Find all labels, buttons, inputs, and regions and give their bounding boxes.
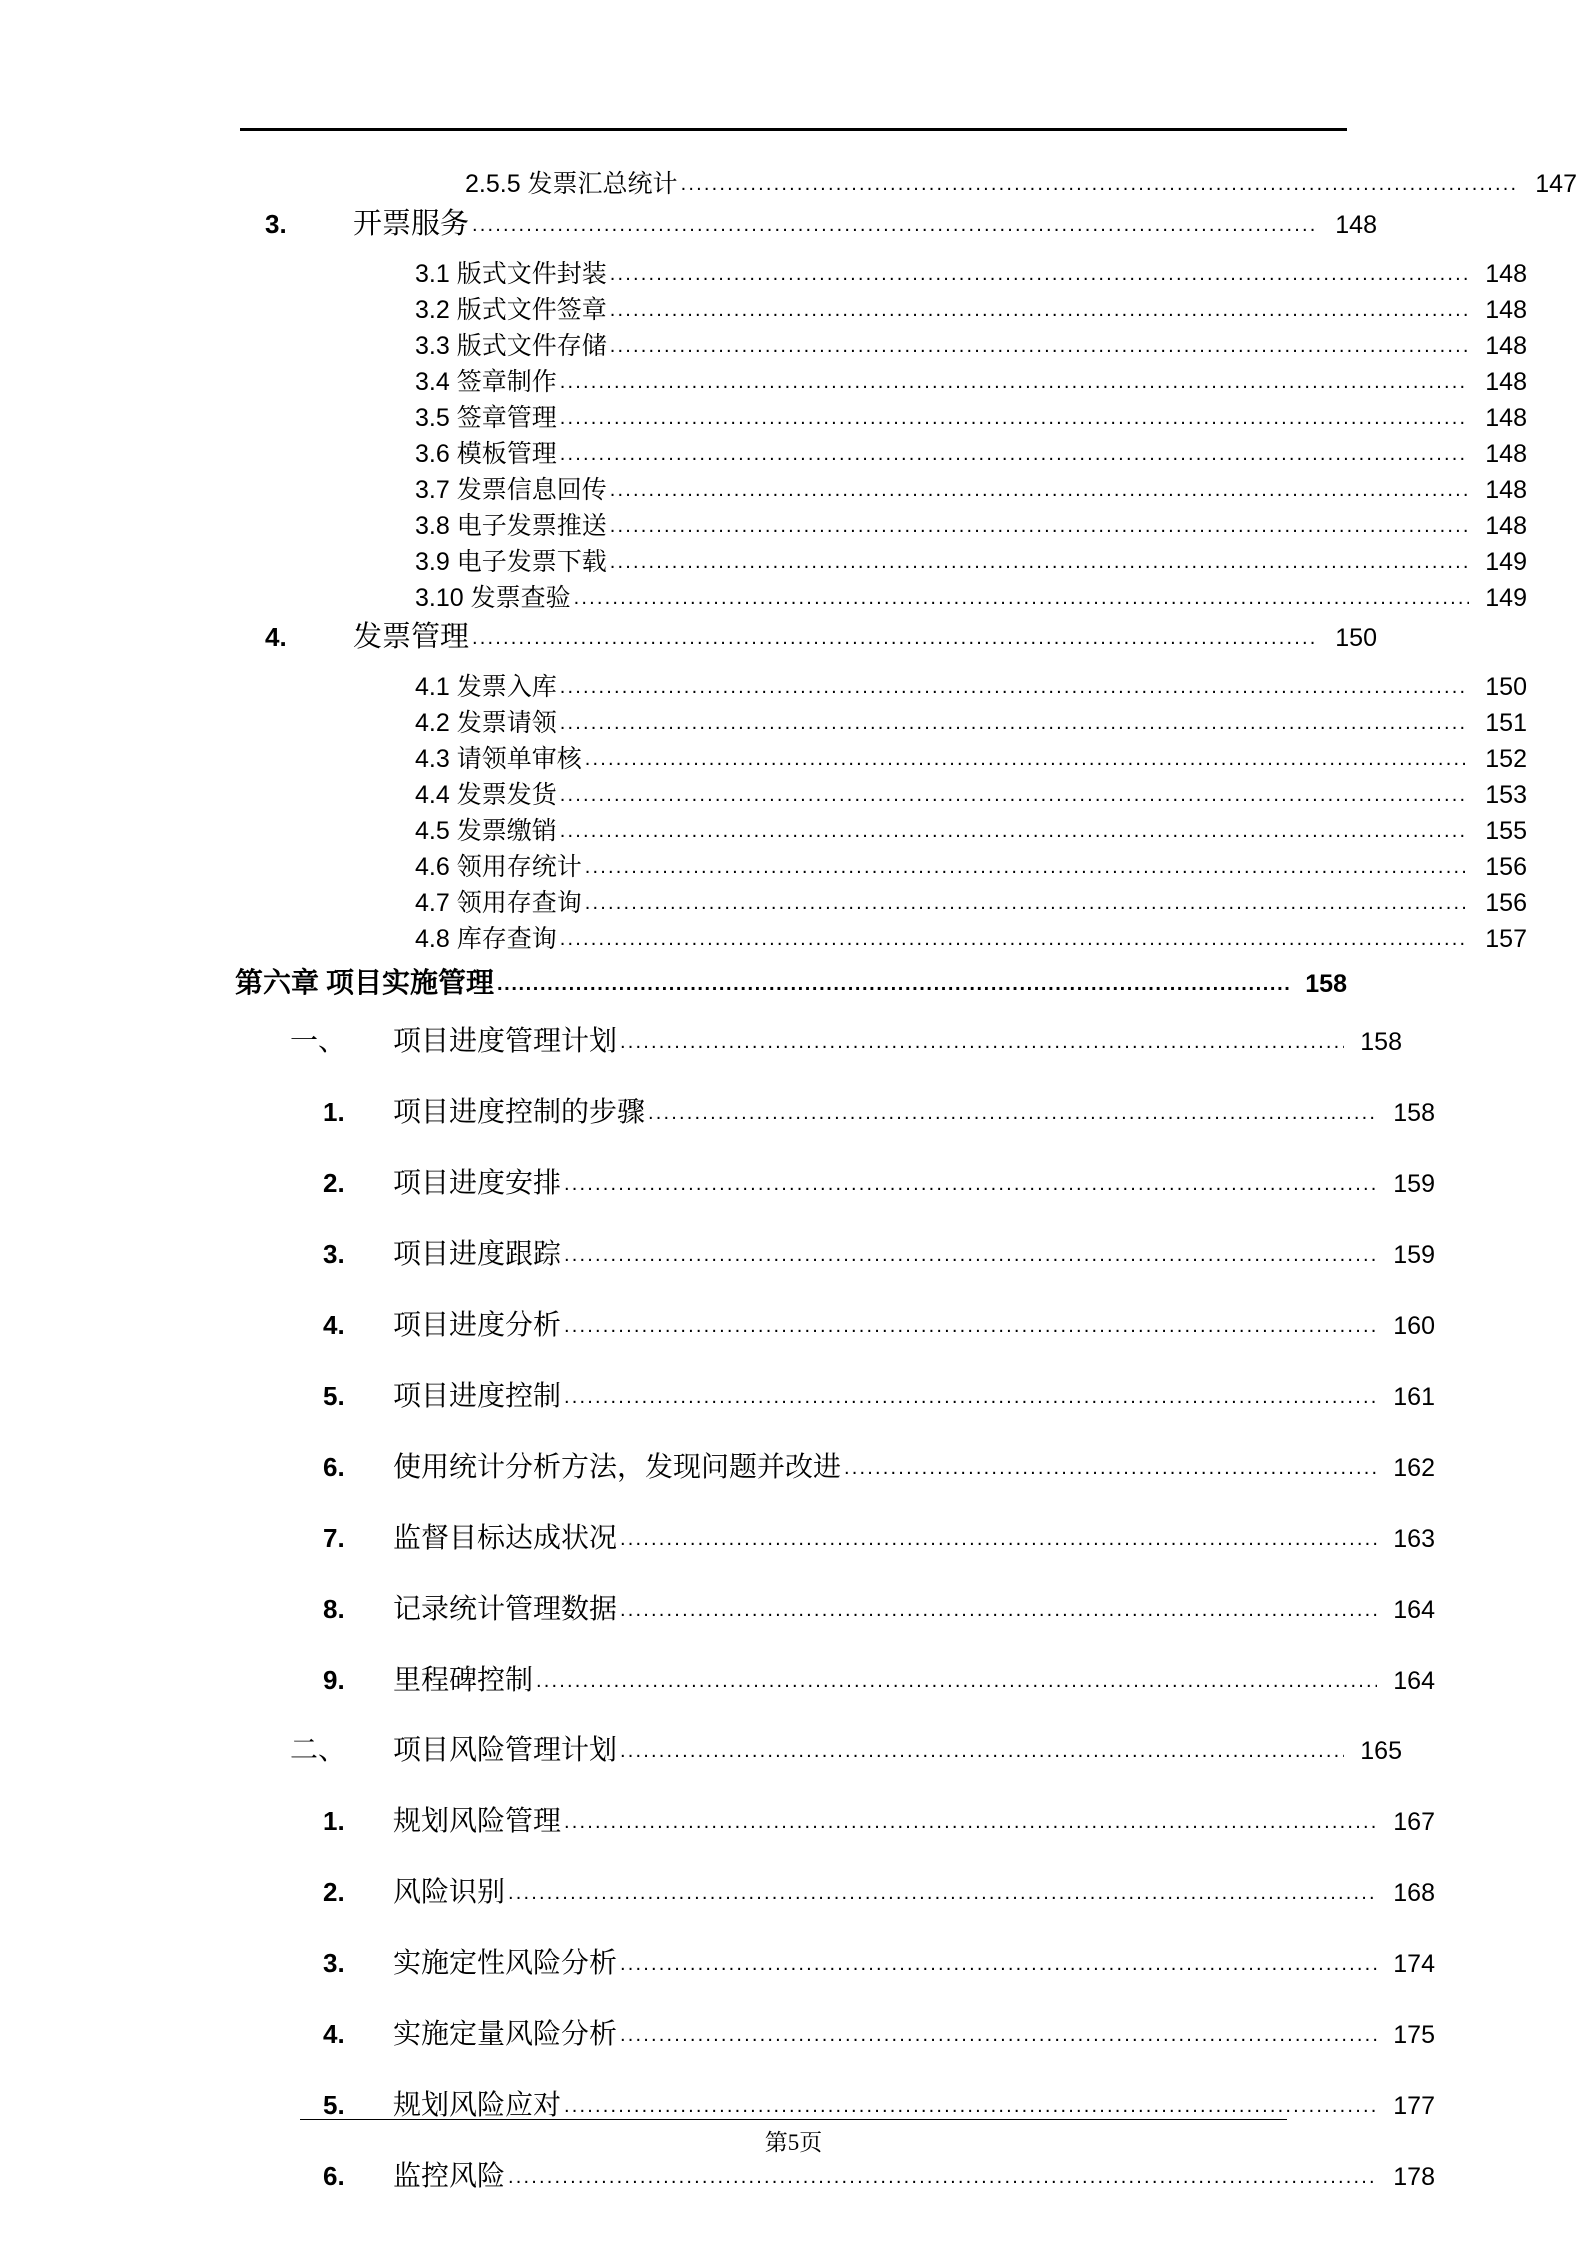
toc-leader-dots <box>536 1671 1377 1691</box>
toc-entry[interactable] <box>235 616 1377 659</box>
toc-entry-page-number: 153 <box>1485 781 1527 809</box>
toc-entry-page-number: 168 <box>1393 1879 1435 1907</box>
toc-entry[interactable] <box>235 203 1377 246</box>
toc-entry-label: 3.10 发票查验 <box>415 584 571 612</box>
toc-entry-number: 4. <box>323 1310 345 1340</box>
toc-entry-label: 4.6 领用存统计 <box>415 853 582 881</box>
toc-entry-number: 8. <box>323 1594 345 1624</box>
toc-entry[interactable] <box>235 1077 1435 1148</box>
toc-leader-dots <box>472 215 1319 235</box>
toc-entry-label: 风险识别 <box>393 1877 506 1908</box>
toc-entry-page-number: 174 <box>1393 1950 1435 1978</box>
toc-entry[interactable] <box>235 1219 1435 1290</box>
toc-leader-dots <box>560 821 1469 841</box>
toc-entry-page-number: 149 <box>1485 584 1527 612</box>
toc-entry-label: 记录统计管理数据 <box>393 1594 618 1625</box>
toc-entry-page-number: 175 <box>1393 2021 1435 2049</box>
toc-entry-label: 监督目标达成状况 <box>393 1523 618 1554</box>
toc-entry-label: 3.1 版式文件封装 <box>415 260 607 288</box>
toc-entry-page-number: 158 <box>1360 1028 1402 1056</box>
toc-entry-page-number: 148 <box>1485 440 1527 468</box>
toc-entry[interactable] <box>235 849 1527 885</box>
toc-entry-label: 3.4 签章制作 <box>415 368 557 396</box>
toc-entry[interactable] <box>235 328 1527 364</box>
toc-entry[interactable] <box>235 1007 1402 1077</box>
toc-entry-page-number: 165 <box>1360 1737 1402 1765</box>
toc-entry-label: 规划风险应对 <box>393 2090 562 2121</box>
toc-entry-number: 4. <box>323 2019 345 2049</box>
toc-leader-dots <box>564 1812 1377 1832</box>
toc-leader-dots <box>564 1174 1377 1194</box>
footer-page-number: 第5页 <box>764 2130 823 2155</box>
toc-entry[interactable] <box>235 1432 1435 1503</box>
toc-leader-dots <box>681 174 1519 194</box>
toc-entry[interactable] <box>235 364 1527 400</box>
toc-entry-label: 4.2 发票请领 <box>415 709 557 737</box>
toc-entry-label: 实施定性风险分析 <box>393 1948 618 1979</box>
toc-entry-page-number: 156 <box>1485 889 1527 917</box>
toc-entry-number: 一、 <box>290 1026 347 1057</box>
toc-leader-dots <box>620 1529 1377 1549</box>
toc-entry-label: 4.5 发票缴销 <box>415 817 557 845</box>
toc-leader-dots <box>585 857 1469 877</box>
toc-entry[interactable] <box>235 1716 1402 1786</box>
toc-entry-page-number: 151 <box>1485 709 1527 737</box>
toc-entry[interactable] <box>235 472 1527 508</box>
toc-entry[interactable] <box>235 813 1527 849</box>
toc-entry-number: 二、 <box>290 1735 347 1766</box>
toc-entry[interactable] <box>235 705 1527 741</box>
toc-entry-page-number: 149 <box>1485 548 1527 576</box>
toc-entry[interactable] <box>235 256 1527 292</box>
spacer <box>235 246 1347 256</box>
toc-leader-dots <box>560 444 1469 464</box>
toc-leader-dots <box>560 785 1469 805</box>
toc-leader-dots <box>564 1316 1377 1336</box>
toc-entry[interactable] <box>235 1148 1435 1219</box>
toc-leader-dots <box>560 929 1469 949</box>
toc-entry-label: 2.5.5 发票汇总统计 <box>465 170 678 198</box>
toc-entry-number: 9. <box>323 1665 345 1695</box>
toc-entry-number: 1. <box>323 1097 345 1127</box>
toc-entry-label: 项目风险管理计划 <box>393 1735 618 1766</box>
toc-leader-dots <box>560 677 1469 697</box>
toc-entry-label: 里程碑控制 <box>393 1665 534 1696</box>
toc-entry-label: 项目进度分析 <box>393 1310 562 1341</box>
toc-leader-dots <box>564 1245 1377 1265</box>
toc-leader-dots <box>585 749 1469 769</box>
table-of-contents <box>235 165 1577 2212</box>
toc-entry-number: 7. <box>323 1523 345 1553</box>
toc-entry-page-number: 178 <box>1393 2163 1435 2191</box>
toc-entry-number: 4. <box>265 622 287 652</box>
toc-entry-page-number: 148 <box>1485 404 1527 432</box>
toc-entry-page-number: 155 <box>1485 817 1527 845</box>
toc-entry-page-number: 152 <box>1485 745 1527 773</box>
toc-entry-page-number: 177 <box>1393 2092 1435 2120</box>
toc-entry-number: 2. <box>323 1168 345 1198</box>
toc-entry[interactable] <box>235 777 1527 813</box>
toc-leader-dots <box>648 1103 1377 1123</box>
toc-entry-page-number: 160 <box>1393 1312 1435 1340</box>
toc-entry[interactable] <box>235 1574 1435 1645</box>
toc-entry[interactable] <box>235 921 1527 957</box>
toc-leader-dots <box>610 264 1469 284</box>
toc-entry-label: 实施定量风险分析 <box>393 2019 618 2050</box>
toc-entry-page-number: 167 <box>1393 1808 1435 1836</box>
spacer <box>235 659 1347 669</box>
toc-leader-dots <box>844 1458 1377 1478</box>
toc-entry-label: 4.3 请领单审核 <box>415 745 582 773</box>
toc-entry-number: 3. <box>265 209 287 239</box>
toc-entry-page-number: 148 <box>1485 332 1527 360</box>
toc-leader-dots <box>610 552 1469 572</box>
toc-entry-label: 规划风险管理 <box>393 1806 562 1837</box>
toc-entry[interactable] <box>235 1928 1435 1999</box>
toc-leader-dots <box>620 1600 1377 1620</box>
toc-entry-label: 项目进度控制的步骤 <box>393 1097 646 1128</box>
toc-leader-dots <box>508 1883 1377 1903</box>
toc-entry-label: 4.1 发票入库 <box>415 673 557 701</box>
toc-entry-page-number: 164 <box>1393 1667 1435 1695</box>
toc-entry-number: 3. <box>323 1948 345 1978</box>
toc-leader-dots <box>620 2025 1377 2045</box>
toc-entry-page-number: 158 <box>1305 970 1347 998</box>
toc-entry-label: 开票服务 <box>353 208 470 240</box>
toc-entry-page-number: 162 <box>1393 1454 1435 1482</box>
toc-leader-dots <box>564 2096 1377 2116</box>
toc-entry-number: 6. <box>323 1452 345 1482</box>
toc-entry[interactable] <box>235 1361 1435 1432</box>
toc-leader-dots <box>610 480 1469 500</box>
toc-leader-dots <box>560 408 1469 428</box>
toc-entry-page-number: 148 <box>1485 512 1527 540</box>
toc-entry-number: 5. <box>323 1381 345 1411</box>
toc-leader-dots <box>620 1954 1377 1974</box>
toc-entry-label: 第六章 项目实施管理 <box>235 968 495 999</box>
toc-entry-label: 4.4 发票发货 <box>415 781 557 809</box>
toc-entry-label: 3.2 版式文件签章 <box>415 296 607 324</box>
toc-leader-dots <box>620 1741 1344 1761</box>
toc-entry-number: 5. <box>323 2090 345 2120</box>
toc-entry[interactable] <box>235 580 1527 616</box>
toc-entry-label: 4.7 领用存查询 <box>415 889 582 917</box>
toc-entry-label: 项目进度控制 <box>393 1381 562 1412</box>
toc-entry-page-number: 148 <box>1485 260 1527 288</box>
toc-entry-label: 监控风险 <box>393 2161 506 2192</box>
toc-entry-page-number: 164 <box>1393 1596 1435 1624</box>
toc-leader-dots <box>508 2167 1377 2187</box>
toc-entry[interactable] <box>235 1857 1435 1928</box>
toc-entry[interactable] <box>235 1999 1435 2070</box>
toc-entry[interactable] <box>235 165 1577 203</box>
toc-entry-number: 2. <box>323 1877 345 1907</box>
toc-entry-page-number: 148 <box>1335 211 1377 239</box>
toc-entry-page-number: 159 <box>1393 1170 1435 1198</box>
toc-entry-label: 3.3 版式文件存储 <box>415 332 607 360</box>
toc-leader-dots <box>620 1032 1344 1052</box>
toc-entry-page-number: 161 <box>1393 1383 1435 1411</box>
toc-leader-dots <box>574 588 1469 608</box>
toc-entry-page-number: 148 <box>1485 296 1527 324</box>
toc-entry[interactable] <box>235 741 1527 777</box>
toc-entry-label: 3.6 模板管理 <box>415 440 557 468</box>
toc-entry-number: 3. <box>323 1239 345 1269</box>
toc-entry[interactable] <box>235 1503 1435 1574</box>
toc-entry-number: 1. <box>323 1806 345 1836</box>
toc-entry-page-number: 157 <box>1485 925 1527 953</box>
toc-entry[interactable] <box>235 436 1527 472</box>
toc-entry[interactable] <box>235 961 1347 1007</box>
toc-leader-dots <box>610 300 1469 320</box>
toc-entry-page-number: 163 <box>1393 1525 1435 1553</box>
toc-entry-page-number: 159 <box>1393 1241 1435 1269</box>
toc-entry-label: 项目进度跟踪 <box>393 1239 562 1270</box>
toc-entry[interactable] <box>235 669 1527 705</box>
header-rule <box>240 128 1347 131</box>
toc-entry-label: 项目进度管理计划 <box>393 1026 618 1057</box>
toc-leader-dots <box>610 516 1469 536</box>
toc-entry[interactable] <box>235 1645 1435 1716</box>
toc-entry-label: 项目进度安排 <box>393 1168 562 1199</box>
toc-leader-dots <box>560 713 1469 733</box>
toc-leader-dots <box>610 336 1469 356</box>
toc-entry-page-number: 158 <box>1393 1099 1435 1127</box>
toc-entry[interactable] <box>235 400 1527 436</box>
toc-entry-label: 3.7 发票信息回传 <box>415 476 607 504</box>
toc-entry-label: 3.5 签章管理 <box>415 404 557 432</box>
footer-rule <box>300 2119 1287 2120</box>
toc-entry-page-number: 156 <box>1485 853 1527 881</box>
toc-leader-dots <box>497 974 1289 994</box>
toc-leader-dots <box>560 372 1469 392</box>
toc-entry-page-number: 150 <box>1335 624 1377 652</box>
toc-entry-label: 4.8 库存查询 <box>415 925 557 953</box>
toc-leader-dots <box>585 893 1469 913</box>
toc-entry-page-number: 147 <box>1535 170 1577 198</box>
toc-leader-dots <box>564 1387 1377 1407</box>
toc-entry-label: 3.9 电子发票下载 <box>415 548 607 576</box>
toc-entry[interactable] <box>235 508 1527 544</box>
toc-entry-page-number: 148 <box>1485 368 1527 396</box>
toc-entry-page-number: 148 <box>1485 476 1527 504</box>
toc-entry-label: 使用统计分析方法，发现问题并改进 <box>393 1452 842 1483</box>
toc-entry-label: 3.8 电子发票推送 <box>415 512 607 540</box>
toc-entry[interactable] <box>235 885 1527 921</box>
toc-entry-page-number: 150 <box>1485 673 1527 701</box>
toc-leader-dots <box>472 628 1319 648</box>
toc-entry[interactable] <box>235 1786 1435 1857</box>
toc-entry-label: 发票管理 <box>353 621 470 653</box>
toc-entry[interactable] <box>235 292 1527 328</box>
toc-entry[interactable] <box>235 544 1527 580</box>
toc-entry[interactable] <box>235 1290 1435 1361</box>
toc-entry-number: 6. <box>323 2161 345 2191</box>
